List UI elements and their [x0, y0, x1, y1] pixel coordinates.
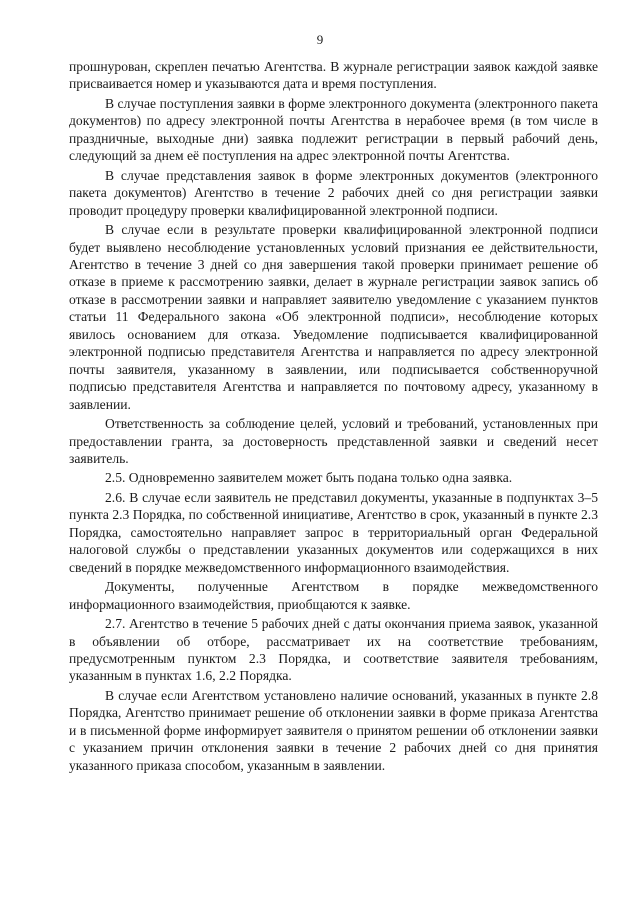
paragraph-interagency-documents: Документы, полученные Агентством в порядке межведомственного информационного взаимодействия, приобщаются к заявке. — [69, 579, 598, 612]
paragraph-signature-check: В случае представления заявок в форме электронных документов (электронного пакета документов) Агентство в течение 2 рабочих дней со дня регистрации заявки проводит процедуру проверки квалифицированной электронной подписи. — [69, 167, 598, 218]
paragraph-clause-2-5: 2.5. Одновременно заявителем может быть подана только одна заявка. — [105, 470, 513, 486]
paragraph-continuation: прошнурован, скреплен печатью Агентства. В журнале регистрации заявок каждой заявке присваивается номер и указываются дата и время поступления. — [69, 59, 598, 92]
paragraph-email-nonworking-time: В случае поступления заявки в форме электронного документа (электронного пакета документов) по адресу электронной почты Агентства в нерабочее время (в том числе в праздничные, выходные дни) заявка подлежит регистрации в первый рабочий день, следующий за днем её поступления на адрес электронной почты Агентства. — [69, 95, 598, 164]
paragraph-responsibility: Ответственность за соблюдение целей, условий и требований, установленных при предоставлении гранта, за достоверность представленной заявки и сведений несет заявитель. — [69, 416, 598, 466]
paragraph-rejection-notice: В случае если Агентством установлено наличие оснований, указанных в пункте 2.8 Порядка, Агентство принимает решение об отклонении заявки в форме приказа Агентства и в письменной форме информирует заявителя о принятом решении об отклонении заявки с указанием причин отклонения заявки в течение 2 рабочих дней со дня принятия указанного приказа способом, указанным в заявлении. — [69, 687, 598, 773]
paragraph-signature-rejection: В случае если в результате проверки квалифицированной электронной подписи будет выявлено несоблюдение установленных условий признания ее действительности, Агентство в течение 3 дней со дня завершения такой проверки принимает решение об отказе в приеме к рассмотрению заявки, делает в журнале регистрации заявок запись об отказе в рассмотрении заявки и направляет заявителю уведомление с указанием пунктов статьи 11 Федерального закона «Об электронной подписи», несоблюдение которых явилось основанием для отказа. Уведомление подписывается квалифицированной электронной подписью представителя Агентства и направляется по адресу электронной почты заявителя, указанному в заявлении, или подписывается собственноручной подписью представителя Агентства и направляется по почтовому адресу, указанному в заявлении. — [69, 222, 598, 412]
paragraph-clause-2-6: 2.6. В случае если заявитель не представил документы, указанные в подпунктах 3–5 пункта 2.3 Порядка, по собственной инициативе, Агентство в срок, указанный в пункте 2.3 Порядка, самостоятельно направляет запрос в территориальный орган Федеральной налоговой службы о представлении указанных документов или содержащихся в них сведений в порядке межведомственного информационного взаимодействия. — [69, 489, 598, 575]
paragraph-clause-2-7: 2.7. Агентство в течение 5 рабочих дней с даты окончания приема заявок, указанной в объявлении об отборе, рассматривает их на соответствие требованиям, предусмотренным пунктом 2.3 Порядка, и соответствие заявителя требованиям, указанным в пунктах 1.6, 2.2 Порядка. — [69, 616, 598, 684]
page-number: 9 — [316, 32, 324, 47]
document-body — [69, 58, 598, 776]
